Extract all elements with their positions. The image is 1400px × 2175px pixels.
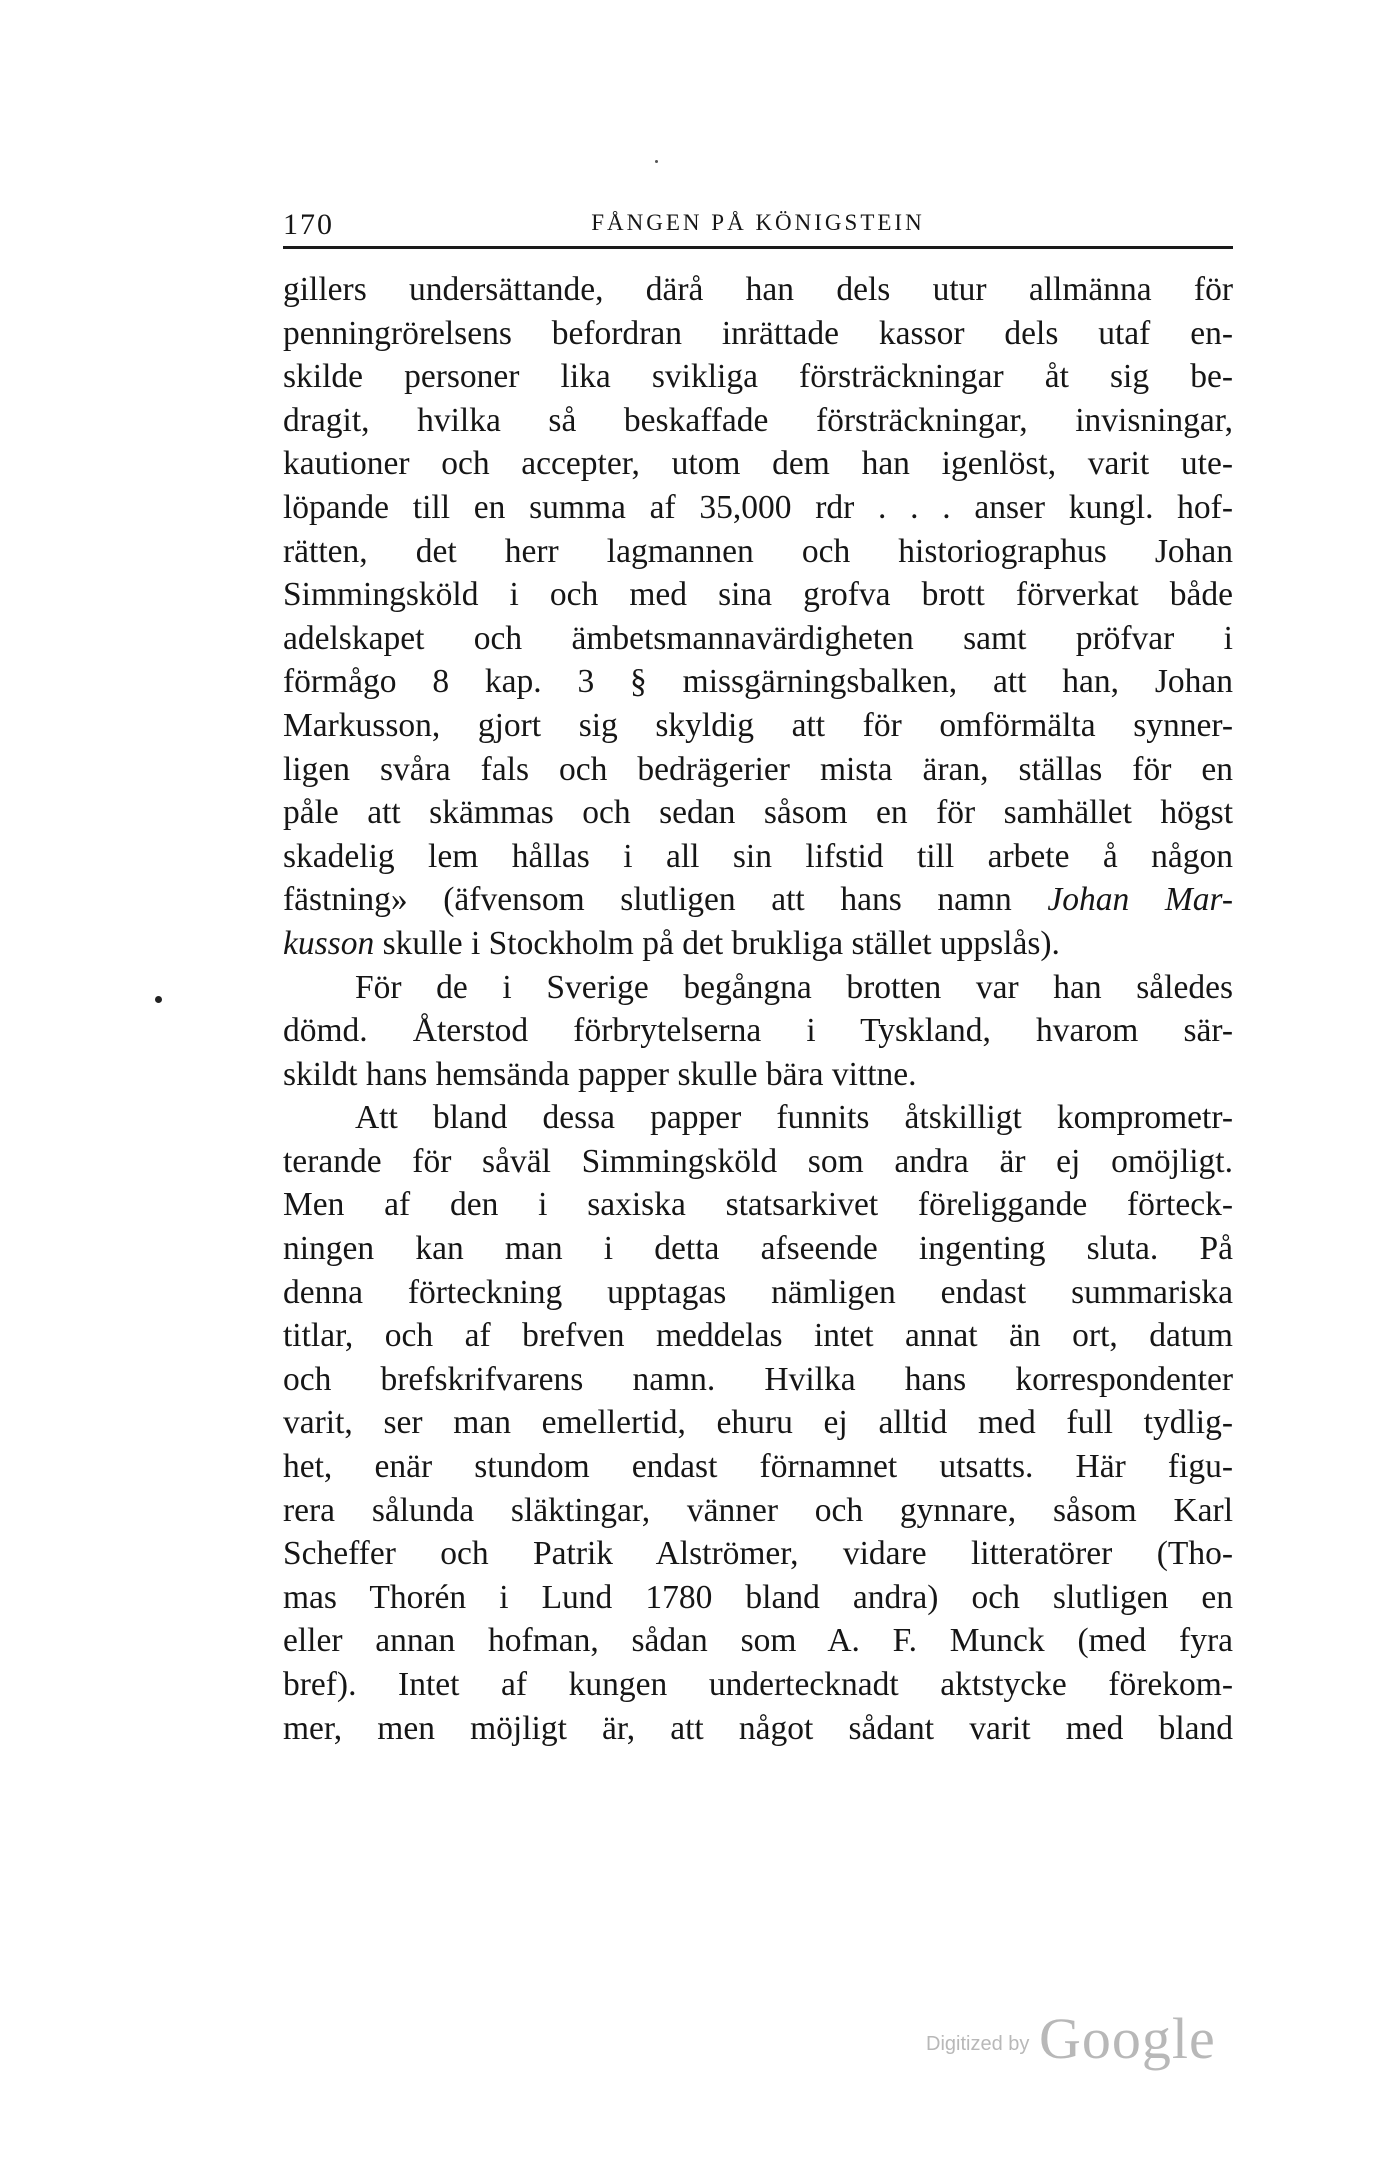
- scan-speck: [655, 160, 658, 163]
- text-line: titlar, och af brefven meddelas intet annat än ort, datum: [283, 1317, 1233, 1355]
- paragraph-first-line: För de i Sverige begångna brotten var han således: [355, 968, 1233, 1006]
- text-line: löpande till en summa af 35,000 rdr . . . anser kungl. hof-: [283, 488, 1233, 526]
- text-line: Simmingsköld i och med sina grofva brott förverkat både: [283, 576, 1233, 614]
- italic-name: kusson: [283, 924, 375, 962]
- text-line: skilde personer lika svikliga försträckningar åt sig be-: [283, 358, 1233, 396]
- text-line: ligen svåra fals och bedrägerier mista äran, ställas för en: [283, 750, 1233, 788]
- text-segment: skulle i Stockholm på det brukliga stället uppslås).: [374, 924, 1060, 962]
- paragraph-first-line: Att bland dessa papper funnits åtskilligt komprometr-: [355, 1099, 1233, 1137]
- text-line: gillers undersättande, därå han dels utur allmänna för: [283, 271, 1233, 308]
- text-segment: fästning» (äfvensom slutligen att hans namn: [283, 881, 1048, 919]
- text-line: bref). Intet af kungen undertecknadt aktstycke förekom-: [283, 1666, 1233, 1703]
- text-line: kautioner och accepter, utom dem han igenlöst, varit ute-: [283, 445, 1233, 483]
- text-line: rera sålunda släktingar, vänner och gynnare, såsom Karl: [283, 1491, 1233, 1529]
- google-logo-text: Google: [1039, 2006, 1216, 2071]
- page-number: 170: [283, 208, 334, 241]
- text-line: mas Thorén i Lund 1780 bland andra) och slutligen en: [283, 1578, 1233, 1616]
- text-line: Men af den i saxiska statsarkivet föreliggande förteck-: [283, 1186, 1233, 1224]
- text-line: dömd. Återstod förbrytelserna i Tyskland, hvarom sär-: [283, 1012, 1233, 1050]
- digitized-watermark: [926, 2005, 1226, 2071]
- text-line: mer, men möjligt är, att något sådant varit med bland: [283, 1709, 1233, 1747]
- text-line: förmågo 8 kap. 3 § missgärningsbalken, att han, Johan: [283, 663, 1233, 701]
- text-line: terande för såväl Simmingsköld som andra är ej omöjligt.: [283, 1142, 1233, 1180]
- text-line: penningrörelsens befordran inrättade kassor dels utaf en-: [283, 314, 1233, 352]
- text-line: het, enär stundom endast förnamnet utsatts. Här figu-: [283, 1448, 1233, 1486]
- header-rule: [283, 246, 1233, 249]
- text-line: Markusson, gjort sig skyldig att för omförmälta synner-: [283, 706, 1233, 744]
- text-line: påle att skämmas och sedan såsom en för samhället högst: [283, 794, 1233, 832]
- text-line: varit, ser man emellertid, ehuru ej alltid med full tydlig-: [283, 1404, 1233, 1442]
- text-line: och brefskrifvarens namn. Hvilka hans korrespondenter: [283, 1360, 1233, 1398]
- italic-name: Johan Mar-: [1047, 881, 1234, 919]
- running-head: [283, 208, 1233, 248]
- text-line: denna förteckning upptagas nämligen endast summariska: [283, 1273, 1233, 1311]
- text-line: [283, 922, 1233, 966]
- text-line: ningen kan man i detta afseende ingenting sluta. På: [283, 1230, 1233, 1268]
- text-line: adelskapet och ämbetsmannavärdigheten samt pröfvar i: [283, 619, 1233, 657]
- text-line: rätten, det herr lagmannen och historiographus Johan: [283, 532, 1233, 570]
- margin-dot: [155, 996, 162, 1003]
- text-line: dragit, hvilka så beskaffade försträckningar, invisningar,: [283, 401, 1233, 439]
- text-line: skadelig lem hållas i all sin lifstid till arbete å någon: [283, 837, 1233, 875]
- running-title: FÅNGEN PÅ KÖNIGSTEIN: [591, 210, 925, 235]
- digitized-by-label: Digitized by: [926, 2033, 1030, 2055]
- text-line: Scheffer och Patrik Alströmer, vidare litteratörer (Tho-: [283, 1535, 1233, 1573]
- text-line: [283, 878, 1233, 922]
- text-line: eller annan hofman, sådan som A. F. Munck (med fyra: [283, 1622, 1233, 1660]
- text-line: skildt hans hemsända papper skulle bära vittne.: [283, 1055, 917, 1093]
- body-text: [283, 268, 1233, 1750]
